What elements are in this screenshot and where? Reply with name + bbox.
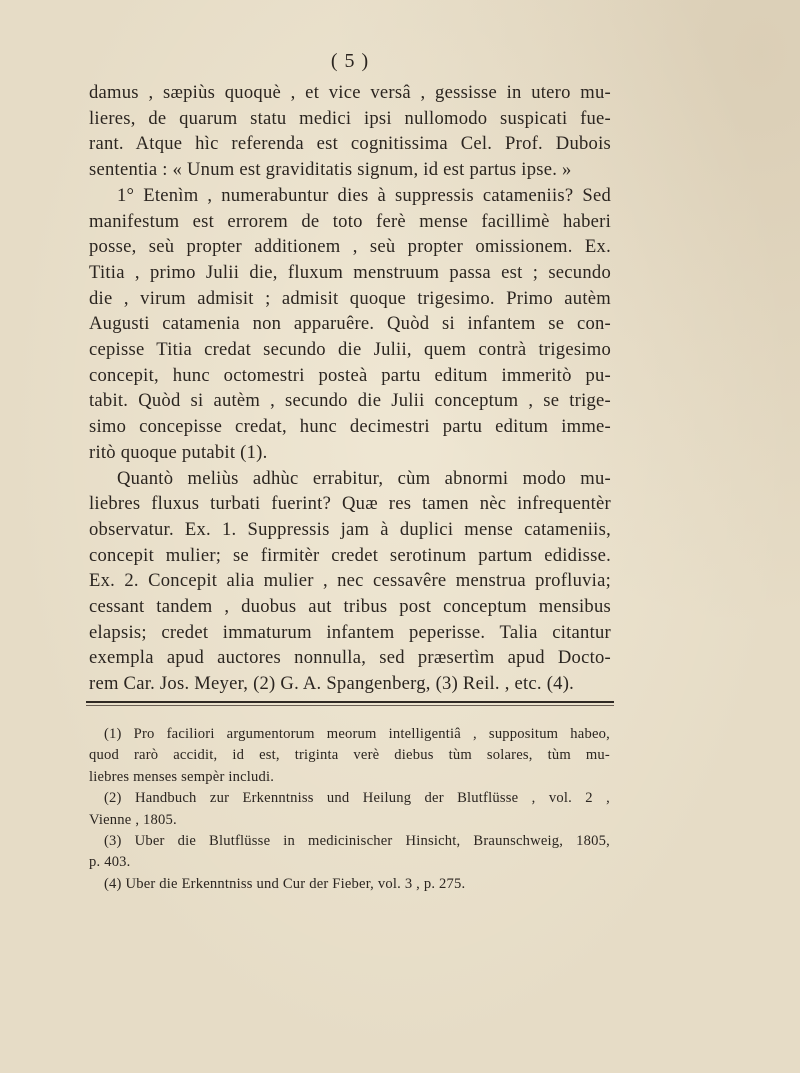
text-line: rem Car. Jos. Meyer, (2) G. A. Spangenberg, (3) Reil. , etc. (4).: [89, 673, 575, 695]
text-line: tabit. Quòd si autèm , secundo die Julii conceptum , se trige-: [89, 390, 611, 412]
text-line: elapsis; credet immaturum infantem peperisse. Talia citantur: [89, 621, 611, 643]
text-line: Ex. 2. Concepit alia mulier , nec cessavêre menstrua profluvia;: [89, 570, 611, 592]
footnotes: [89, 724, 610, 895]
text-line: 1° Etenìm , numerabuntur dies à suppressis catameniis? Sed: [117, 184, 611, 206]
text-line: Titia , primo Julii die, fluxum menstruum passa est ; secundo: [89, 261, 611, 283]
footnote-divider: [86, 701, 614, 706]
text-line: die , virum admisit ; admisit quoque trigesimo. Primo autèm: [89, 287, 611, 309]
text-line: simo concepisse credat, hunc decimestri partu editum imme-: [89, 416, 611, 438]
text-line: observatur. Ex. 1. Suppressis jam à duplici mense catameniis,: [89, 518, 611, 540]
footnote-line: (4) Uber die Erkenntniss und Cur der Fieber, vol. 3 , p. 275.: [104, 875, 466, 892]
footnote-line: Vienne , 1805.: [89, 811, 177, 828]
text-line: concepit, hunc octomestri posteà partu editum immeritò pu-: [89, 364, 611, 386]
text-line: liebres fluxus turbati fuerint? Quæ res tamen nèc infrequentèr: [89, 493, 611, 515]
footnote-line: p. 403.: [89, 854, 131, 871]
text-line: exempla apud auctores nonnulla, sed præsertìm apud Docto-: [89, 647, 611, 669]
text-line: lieres, de quarum statu medici ipsi nullomodo suspicati fue-: [89, 107, 611, 129]
footnote-line: (3) Uber die Blutflüsse in medicinischer Hinsicht, Braunschweig, 1805,: [104, 833, 610, 850]
footnote-line: (2) Handbuch zur Erkenntniss und Heilung der Blutflüsse , vol. 2 ,: [104, 790, 610, 807]
main-text: [89, 80, 611, 697]
text-line: rant. Atque hìc referenda est cognitissima Cel. Prof. Dubois: [89, 133, 611, 155]
text-line: concepit mulier; se firmitèr credet serotinum partum edidisse.: [89, 544, 611, 566]
text-line: cepisse Titia credat secundo die Julii, quem contrà trigesimo: [89, 339, 611, 361]
footnote-line: quod rarò accidit, id est, triginta verè diebus tùm solares, tùm mu-: [89, 747, 610, 764]
text-line: manifestum est errorem de toto ferè mense facillimè haberi: [89, 210, 611, 232]
text-line: ritò quoque putabit (1).: [89, 441, 268, 463]
footnote-line: liebres menses sempèr includi.: [89, 768, 275, 785]
text-line: damus , sæpiùs quoquè , et vice versâ , gessisse in utero mu-: [89, 82, 611, 103]
page-number: ( 5 ): [330, 50, 370, 72]
text-line: Augusti catamenia non apparuêre. Quòd si infantem se con-: [89, 313, 611, 335]
footnote-line: (1) Pro faciliori argumentorum meorum intelligentiâ , suppositum habeo,: [104, 726, 610, 742]
text-line: posse, seù propter additionem , seù propter omissionem. Ex.: [89, 236, 611, 258]
text-line: sententia : « Unum est graviditatis signum, id est partus ipse. »: [89, 159, 572, 181]
text-line: cessant tandem , duobus aut tribus post conceptum mensibus: [89, 596, 611, 618]
text-line: Quantò meliùs adhùc errabitur, cùm abnormi modo mu-: [117, 467, 611, 489]
